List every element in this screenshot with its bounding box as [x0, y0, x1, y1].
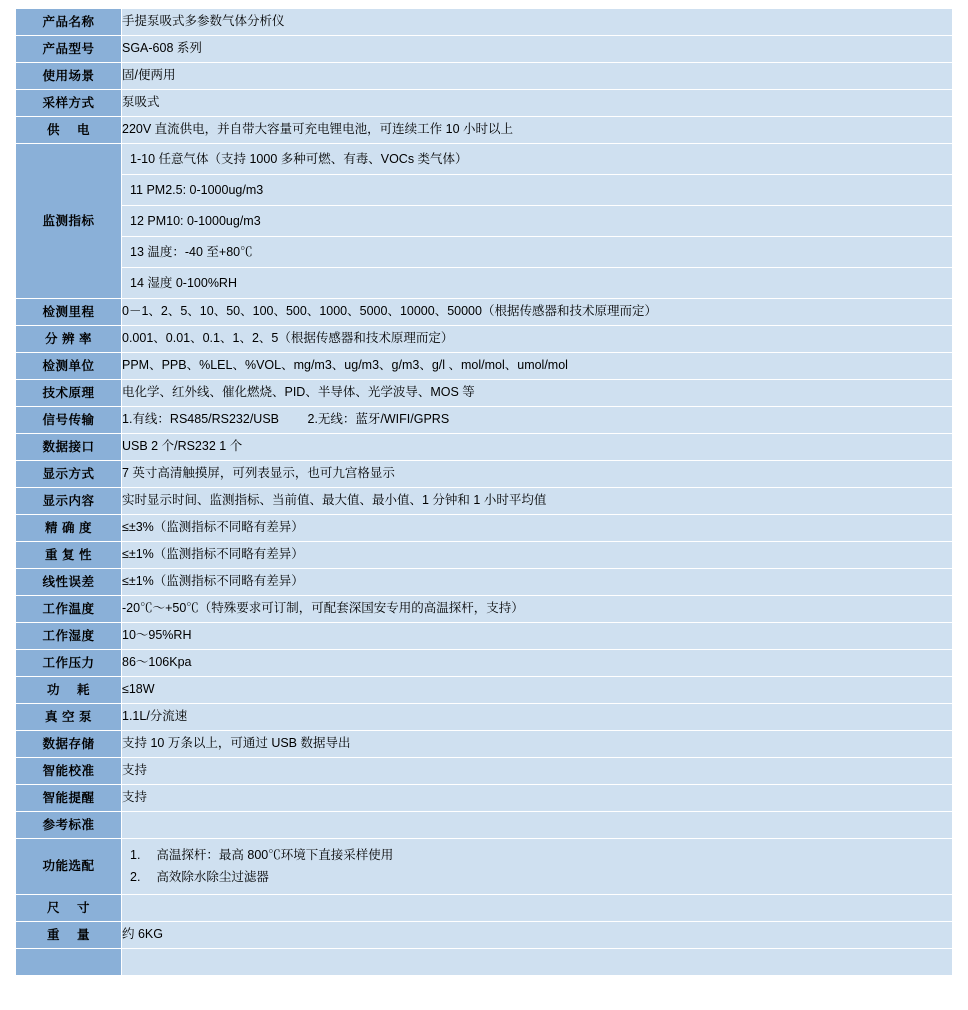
row-value: 支持	[122, 758, 953, 785]
standards-list	[122, 839, 952, 894]
options-list	[122, 902, 952, 914]
row-value: SGA-608 系列	[122, 36, 953, 63]
row-label: 使用场景	[16, 63, 122, 90]
product-spec-table	[15, 8, 953, 976]
row-value: 10～95%RH	[122, 623, 953, 650]
row-label: 工作温度	[16, 596, 122, 623]
monitor-index-line: 11 PM2.5: 0-1000ug/m3	[122, 175, 952, 206]
row-label: 参考标准	[16, 812, 122, 839]
row-value	[122, 895, 953, 922]
table-row-options	[16, 895, 953, 922]
row-label: 产品型号	[16, 36, 122, 63]
row-label: 功能选配	[16, 839, 122, 895]
row-value: 220V 直流供电，并自带大容量可充电锂电池，可连续工作 10 小时以上	[122, 117, 953, 144]
table-row	[16, 596, 953, 623]
row-value: ≤±1%（监测指标不同略有差异）	[122, 569, 953, 596]
table-row	[16, 407, 953, 434]
table-row	[16, 36, 953, 63]
row-label: 采样方式	[16, 90, 122, 117]
row-value: 86～106Kpa	[122, 650, 953, 677]
row-label: 显示内容	[16, 488, 122, 515]
row-label: 精 确 度	[16, 515, 122, 542]
row-label: 工作压力	[16, 650, 122, 677]
row-value	[122, 949, 953, 976]
row-value: ≤±3%（监测指标不同略有差异）	[122, 515, 953, 542]
row-label: 技术原理	[16, 380, 122, 407]
table-row	[16, 812, 953, 839]
table-row-standards	[16, 839, 953, 895]
table-row	[16, 9, 953, 36]
table-row	[16, 569, 953, 596]
table-row	[16, 299, 953, 326]
row-value: 支持	[122, 785, 953, 812]
monitor-index-line: 1-10 任意气体（支持 1000 多种可燃、有毒、VOCs 类气体）	[122, 144, 952, 175]
spec-table-body	[16, 9, 953, 976]
row-value: 7 英寸高清触摸屏，可列表显示，也可九宫格显示	[122, 461, 953, 488]
row-value: 支持 10 万条以上，可通过 USB 数据导出	[122, 731, 953, 758]
row-value: 1.1L/分流速	[122, 704, 953, 731]
row-value: 实时显示时间、监测指标、当前值、最大值、最小值、1 分钟和 1 小时平均值	[122, 488, 953, 515]
monitor-index-line: 12 PM10: 0-1000ug/m3	[122, 206, 952, 237]
row-value: ≤18W	[122, 677, 953, 704]
row-label: 尺 寸	[16, 895, 122, 922]
table-row	[16, 90, 953, 117]
monitor-index-line: 14 湿度 0-100%RH	[130, 276, 237, 290]
row-label: 检测里程	[16, 299, 122, 326]
table-row	[16, 949, 953, 976]
row-label: 功 耗	[16, 677, 122, 704]
row-value: -20℃～+50℃（特殊要求可订制，可配套深国安专用的高温探杆，支持）	[122, 596, 953, 623]
table-row	[16, 731, 953, 758]
row-label: 重 复 性	[16, 542, 122, 569]
row-label: 供 电	[16, 117, 122, 144]
row-value: 电化学、红外线、催化燃烧、PID、半导体、光学波导、MOS 等	[122, 380, 953, 407]
row-label: 产品名称	[16, 9, 122, 36]
row-label: 智能校准	[16, 758, 122, 785]
row-label: 信号传输	[16, 407, 122, 434]
standard-item: 1. 高温探杆：最高 800℃环境下直接采样使用	[130, 848, 394, 862]
row-value: 手提泵吸式多参数气体分析仪	[122, 9, 953, 36]
table-row	[16, 623, 953, 650]
row-label: 分 辨 率	[16, 326, 122, 353]
row-label: 检测单位	[16, 353, 122, 380]
row-label: 智能提醒	[16, 785, 122, 812]
row-label: 工作湿度	[16, 623, 122, 650]
row-label: 监测指标	[16, 144, 122, 299]
table-row-monitor-index	[16, 144, 953, 299]
table-row	[16, 434, 953, 461]
table-row	[16, 650, 953, 677]
table-row	[16, 461, 953, 488]
monitor-index-line: 13 温度：-40 至+80℃	[122, 237, 952, 268]
row-value: 泵吸式	[122, 90, 953, 117]
table-row	[16, 922, 953, 949]
row-value: ≤±1%（监测指标不同略有差异）	[122, 542, 953, 569]
standard-item: 2. 高效除水除尘过滤器	[130, 869, 269, 884]
row-value: USB 2 个/RS232 1 个	[122, 434, 953, 461]
row-label: 重 量	[16, 922, 122, 949]
table-row	[16, 353, 953, 380]
row-value: 固/便两用	[122, 63, 953, 90]
row-value: 0－1、2、5、10、50、100、500、1000、5000、10000、50000（根据传感器和技术原理而定）	[122, 299, 953, 326]
table-row	[16, 380, 953, 407]
row-label: 线性误差	[16, 569, 122, 596]
table-row	[16, 542, 953, 569]
row-value: 0.001、0.01、0.1、1、2、5（根据传感器和技术原理而定）	[122, 326, 953, 353]
table-row	[16, 63, 953, 90]
table-row	[16, 488, 953, 515]
row-value	[122, 839, 953, 895]
table-row	[16, 704, 953, 731]
row-value: 约 6KG	[122, 922, 953, 949]
row-value: PPM、PPB、%LEL、%VOL、mg/m3、ug/m3、g/m3、g/l 、mol/mol、umol/mol	[122, 353, 953, 380]
table-row	[16, 677, 953, 704]
table-row	[16, 515, 953, 542]
row-value: 1.有线：RS485/RS232/USB 2.无线：蓝牙/WIFI/GPRS	[122, 407, 953, 434]
row-label	[16, 949, 122, 976]
table-row	[16, 117, 953, 144]
row-value	[122, 812, 953, 839]
table-row	[16, 785, 953, 812]
row-label: 显示方式	[16, 461, 122, 488]
table-row	[16, 326, 953, 353]
table-row	[16, 758, 953, 785]
row-label: 真 空 泵	[16, 704, 122, 731]
row-label: 数据存储	[16, 731, 122, 758]
row-label: 数据接口	[16, 434, 122, 461]
row-value	[122, 144, 953, 299]
